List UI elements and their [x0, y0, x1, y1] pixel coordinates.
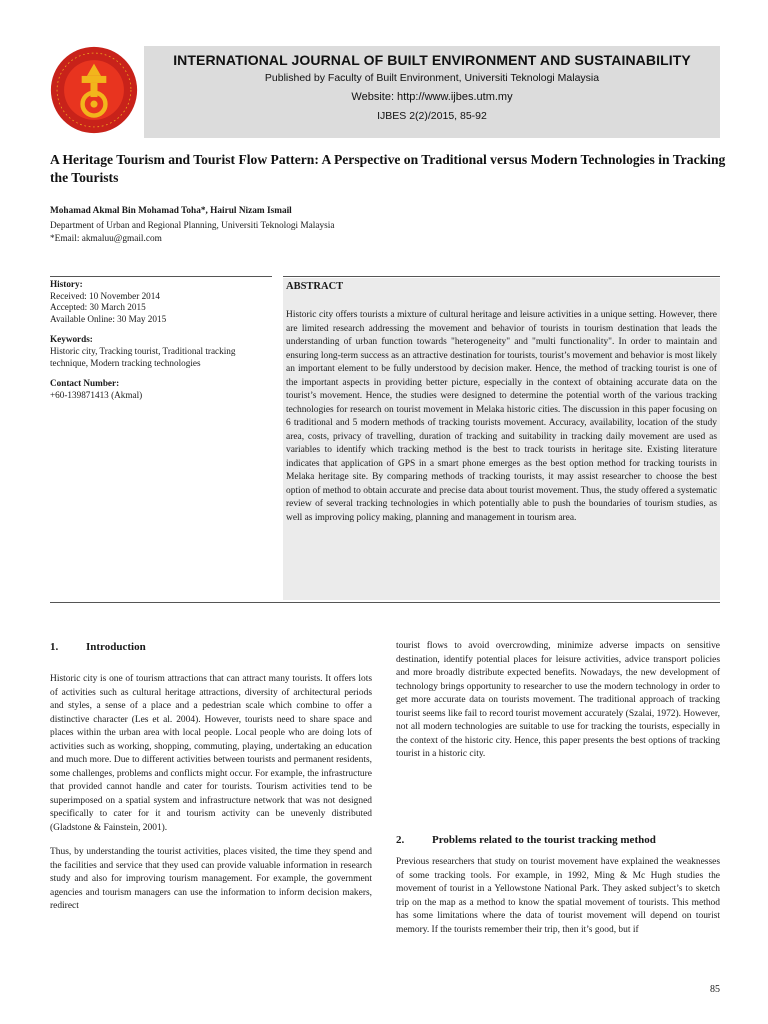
info-rule-right: [283, 276, 720, 277]
abstract-text: Historic city offers tourists a mixture of cultural heritage and leisure activities in a unique setting. However, there are limited research addressing the movement and behavior of tourists in tourism destination that leads the understanding of urban function towards "heterogeneity" and "multi functionality". In order to maintain and ensuring long-term success as an attractive destination for tourists, tourist’s movement and behavior is most likely an important element to be fully understood by decision maker. Hence, the method of tracking tourist is one of the important aspects in providing better picture, especially in the context of obtaining accurate data on the tourist’s movement. Hence, the studies were designed to determine the potential worth of the various tracking technologies for research on tourist movement in Melaka historic cities. The discussion in this paper focusing on 6 traditional and 5 modern methods of tracking tourists movement. Accuracy, availability, location of the study area, costs, privacy of travelling, duration of tracking and suitability in tracking daily movement are used as variables to identify which tracking method is the best to track tourists in heritage site. Existing literature indicates that application of GPS in a smart phone emerges as the best option method for tracking tourists in Melaka heritage site. By comparing methods of tracking tourists, it may assist researcher to choose the best option of method to obtain accurate and precise data about tourist movement. Thus, the study offered a systematic review of several tracking technologies in which potentially able to push the boundaries of tourism studies, as well as improving policy making, planning and management in tourism area.: [286, 310, 717, 523]
paper-authors: Mohamad Akmal Bin Mohamad Toha*, Hairul Nizam Ismail: [50, 206, 292, 216]
section-number: 2.: [396, 834, 405, 846]
intro-paragraph-2: Thus, by understanding the tourist activities, places visited, the time they spend and the facilities and service that they used can provide valuable information in research study and also for improving tourism management. For example, the government agencies and tourism managers can use the information to inform decision makers, redirect: [50, 847, 372, 911]
keywords-block: [50, 334, 272, 369]
info-rule-left: [50, 276, 272, 277]
journal-publisher: Published by Faculty of Built Environment, Universiti Teknologi Malaysia: [264, 72, 600, 84]
history-heading: History:: [50, 279, 83, 289]
keywords-text: Historic city, Tracking tourist, Traditional tracking technique, Modern tracking technologies: [50, 345, 236, 368]
contact-number: +60-139871413 (Akmal): [50, 389, 143, 400]
info-rule-bottom: [50, 602, 720, 603]
utm-logo-icon: [50, 46, 138, 134]
paper-title: A Heritage Tourism and Tourist Flow Pattern: A Perspective on Traditional versus Modern Technologies in Tracking the Tourists: [50, 152, 726, 185]
available-date: Available Online: 30 May 2015: [50, 313, 167, 324]
received-date: Received: 10 November 2014: [50, 290, 160, 301]
keywords-heading: Keywords:: [50, 334, 93, 345]
section-number: 1.: [50, 641, 59, 653]
corresponding-email[interactable]: *Email: akmaluu@gmail.com: [50, 234, 162, 244]
contact-heading: Contact Number:: [50, 378, 120, 389]
journal-website[interactable]: Website: http://www.ijbes.utm.my: [351, 91, 513, 103]
paper-affiliation: Department of Urban and Regional Planning, Universiti Teknologi Malaysia: [50, 221, 335, 231]
contact-block: [50, 378, 272, 401]
left-column: [50, 673, 372, 914]
section-heading-introduction: [50, 641, 146, 653]
intro-paragraph-1: Historic city is one of tourism attractions that can attract many tourists. It offers lots of activities such as cultural heritage attractions, diversity of architectural periods and styles, a sense of a place and a pedestrian scale which combine to offer a distinctive character (Les et al. 2004). However, tourists need to share space and places within the urban area with local people. Local people who are doing lots of activities such as working, shopping, commuting, playing, undertaking an education and much more. Due to different activities between tourists and permanent residents, some challenges, problems and conflicts might occur. For example, the infrastructure that provided cannot handle and cater for tourists. Tourism activities tend to be superimposed on a spatial system and infrastructure network that was not designed specifically to cater for it and tourism activity can be unevenly distributed (Gladstone & Fainstein, 2001).: [50, 674, 372, 833]
abstract-heading: ABSTRACT: [286, 281, 344, 292]
section-title: Introduction: [86, 641, 146, 653]
right-column-top: [396, 640, 720, 762]
intro-paragraph-3: tourist flows to avoid overcrowding, minimize adverse impacts on sensitive destination, identify potential places for leisure activities, advice transport policies and more broadly distribute expected benefits. Nowadays, the new development of technology brings opportunity to researcher to use the modern technology in order to get more accurate data on tourists movement. The traditional approach of tracking tourist seems like fail to record tourist movement accurately (Szalai, 1972). However, not all modern technologies are suitable to use for tracking the tourists, especially in the context of the historic city. Hence, this paper presents the best options of tracking tourist in a historic city.: [396, 641, 720, 759]
journal-citation: IJBES 2(2)/2015, 85-92: [377, 110, 487, 122]
problems-paragraph-1: Previous researchers that study on tourist movement have explained the weaknesses of some tracking tools. For example, in 1992, Ming & Mc Hugh studies the movement of tourist in a Yellowstone National Park. They asked subject’s to sketch trip on the map as a method to know the spatial movement of tourists. This method has some limitations where the data of tourist movement will depend on tourist memory. If the tourists remember their trip, then it’s good, but if: [396, 857, 720, 935]
right-column-bottom: [396, 856, 720, 937]
journal-title: INTERNATIONAL JOURNAL OF BUILT ENVIRONMENT AND SUSTAINABILITY: [173, 52, 691, 68]
history-block: [50, 279, 272, 325]
section-heading-problems: [396, 834, 656, 846]
article-info-sidebar: [50, 279, 272, 410]
accepted-date: Accepted: 30 March 2015: [50, 302, 146, 313]
section-title: Problems related to the tourist tracking method: [432, 834, 656, 846]
page-number: 85: [710, 984, 720, 995]
